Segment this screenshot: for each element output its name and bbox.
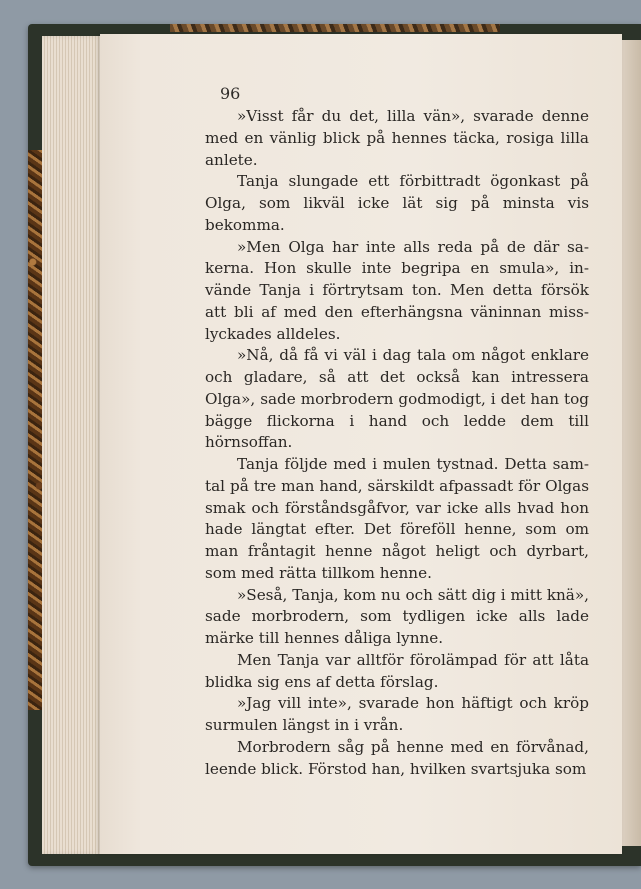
paragraph: Morbrodern såg på henne med en förvånad, leende blick. Förstod han, hvilken svartsjuka som (205, 737, 589, 778)
paragraph: Tanja följde med i mulen tystnad. Detta samtal på tre man hand, särskildt afpassadt för Olgas smak och förståndsgåfvor, var icke alls hvad hon hade längtat efter. Det föreföll henne, som om man fråntagit henne något heligt och dyrbart, som med rätta tillkom henne. (205, 455, 589, 582)
paragraph: Men Tanja var alltför förolämpad för att låta blidka sig ens af detta förslag. (205, 650, 589, 691)
paragraph: »Men Olga har inte alls reda på de där sakerna. Hon skulle inte begripa en smula», invände Tanja i förtrytsam ton. Men detta försök att bli af med den efterhängsna väninnan misslyckades alldeles. (205, 237, 589, 343)
paragraph: »Visst får du det, lilla vän», svarade denne med en vänlig blick på hennes täcka, rosiga lilla anlete. (205, 107, 589, 169)
page-number: 96 (220, 84, 241, 103)
paragraph: »Jag vill inte», svarade hon häftigt och kröp surmulen längst in i vrån. (205, 694, 589, 734)
body-text (205, 106, 589, 780)
page-edge-right (622, 40, 641, 846)
paragraph: Tanja slungade ett förbittradt ögonkast på Olga, som likväl icke lät sig på minsta vis bekomma. (205, 172, 589, 234)
marbled-edge-top (170, 24, 500, 32)
paragraph: »Nå, då få vi väl i dag tala om något enklare och gladare, så att det också kan intressera Olga», sade morbrodern godmodigt, i det han tog bägge flickorna i hand och ledde dem till hörnsoffan. (205, 346, 589, 452)
paragraph: »Seså, Tanja, kom nu och sätt dig i mitt knä», sade morbrodern, som tydligen icke alls lade märke till hennes dåliga lynne. (205, 585, 589, 647)
